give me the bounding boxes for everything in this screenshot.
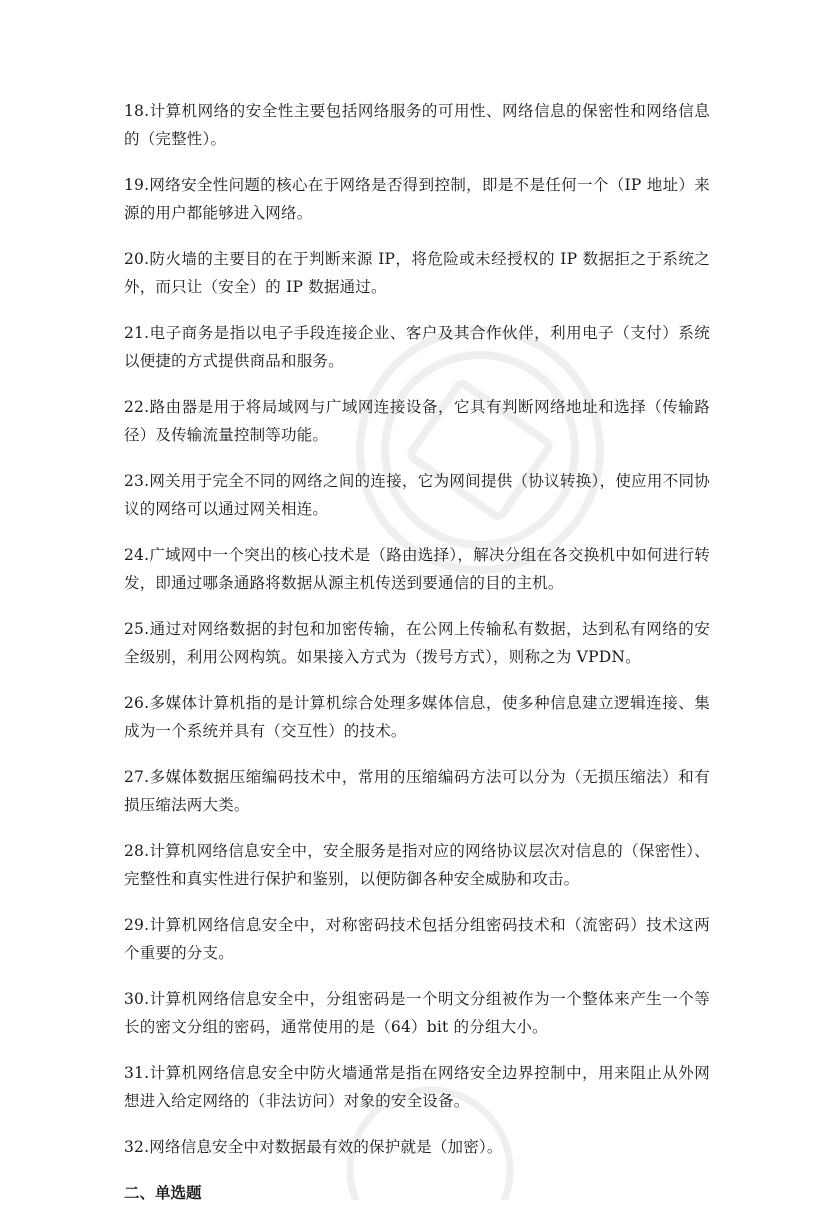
question-item-32: 32.网络信息安全中对数据最有效的保护就是（加密）。 xyxy=(124,1138,503,1156)
question-item-18: 18.计算机网络的安全性主要包括网络服务的可用性、网络信息的保密性和网络信息的（完整性）。 xyxy=(124,102,710,148)
question-item-28: 28.计算机网络信息安全中，安全服务是指对应的网络协议层次对信息的（保密性）、完整性和真实性进行保护和鉴别，以便防御各种安全威胁和攻击。 xyxy=(124,842,710,888)
section-heading: 二、单选题 xyxy=(124,1184,202,1202)
question-item-29: 29.计算机网络信息安全中，对称密码技术包括分组密码技术和（流密码）技术这两个重要的分支。 xyxy=(124,916,710,962)
question-item-21: 21.电子商务是指以电子手段连接企业、客户及其合作伙伴，利用电子（支付）系统以便捷的方式提供商品和服务。 xyxy=(124,324,710,370)
question-item-25: 25.通过对网络数据的封包和加密传输，在公网上传输私有数据，达到私有网络的安全级别，利用公网构筑。如果接入方式为（拨号方式），则称之为 VPDN。 xyxy=(124,620,710,666)
document-content xyxy=(124,97,710,1207)
question-item-23: 23.网关用于完全不同的网络之间的连接，它为网间提供（协议转换），使应用不同协议的网络可以通过网关相连。 xyxy=(124,472,710,518)
question-item-20: 20.防火墙的主要目的在于判断来源 IP，将危险或未经授权的 IP 数据拒之于系统之外，而只让（安全）的 IP 数据通过。 xyxy=(124,250,710,296)
question-item-27: 27.多媒体数据压缩编码技术中，常用的压缩编码方法可以分为（无损压缩法）和有损压缩法两大类。 xyxy=(124,768,710,814)
question-item-24: 24.广域网中一个突出的核心技术是（路由选择），解决分组在各交换机中如何进行转发，即通过哪条通路将数据从源主机传送到要通信的目的主机。 xyxy=(124,546,710,592)
question-item-26: 26.多媒体计算机指的是计算机综合处理多媒体信息，使多种信息建立逻辑连接、集成为一个系统并具有（交互性）的技术。 xyxy=(124,694,710,740)
question-item-22: 22.路由器是用于将局域网与广域网连接设备，它具有判断网络地址和选择（传输路径）及传输流量控制等功能。 xyxy=(124,398,710,444)
question-item-31: 31.计算机网络信息安全中防火墙通常是指在网络安全边界控制中，用来阻止从外网想进入给定网络的（非法访问）对象的安全设备。 xyxy=(124,1064,710,1110)
question-item-19: 19.网络安全性问题的核心在于网络是否得到控制，即是不是任何一个（IP 地址）来源的用户都能够进入网络。 xyxy=(124,176,710,222)
question-item-30: 30.计算机网络信息安全中，分组密码是一个明文分组被作为一个整体来产生一个等长的密文分组的密码，通常使用的是（64）bit 的分组大小。 xyxy=(124,990,710,1036)
